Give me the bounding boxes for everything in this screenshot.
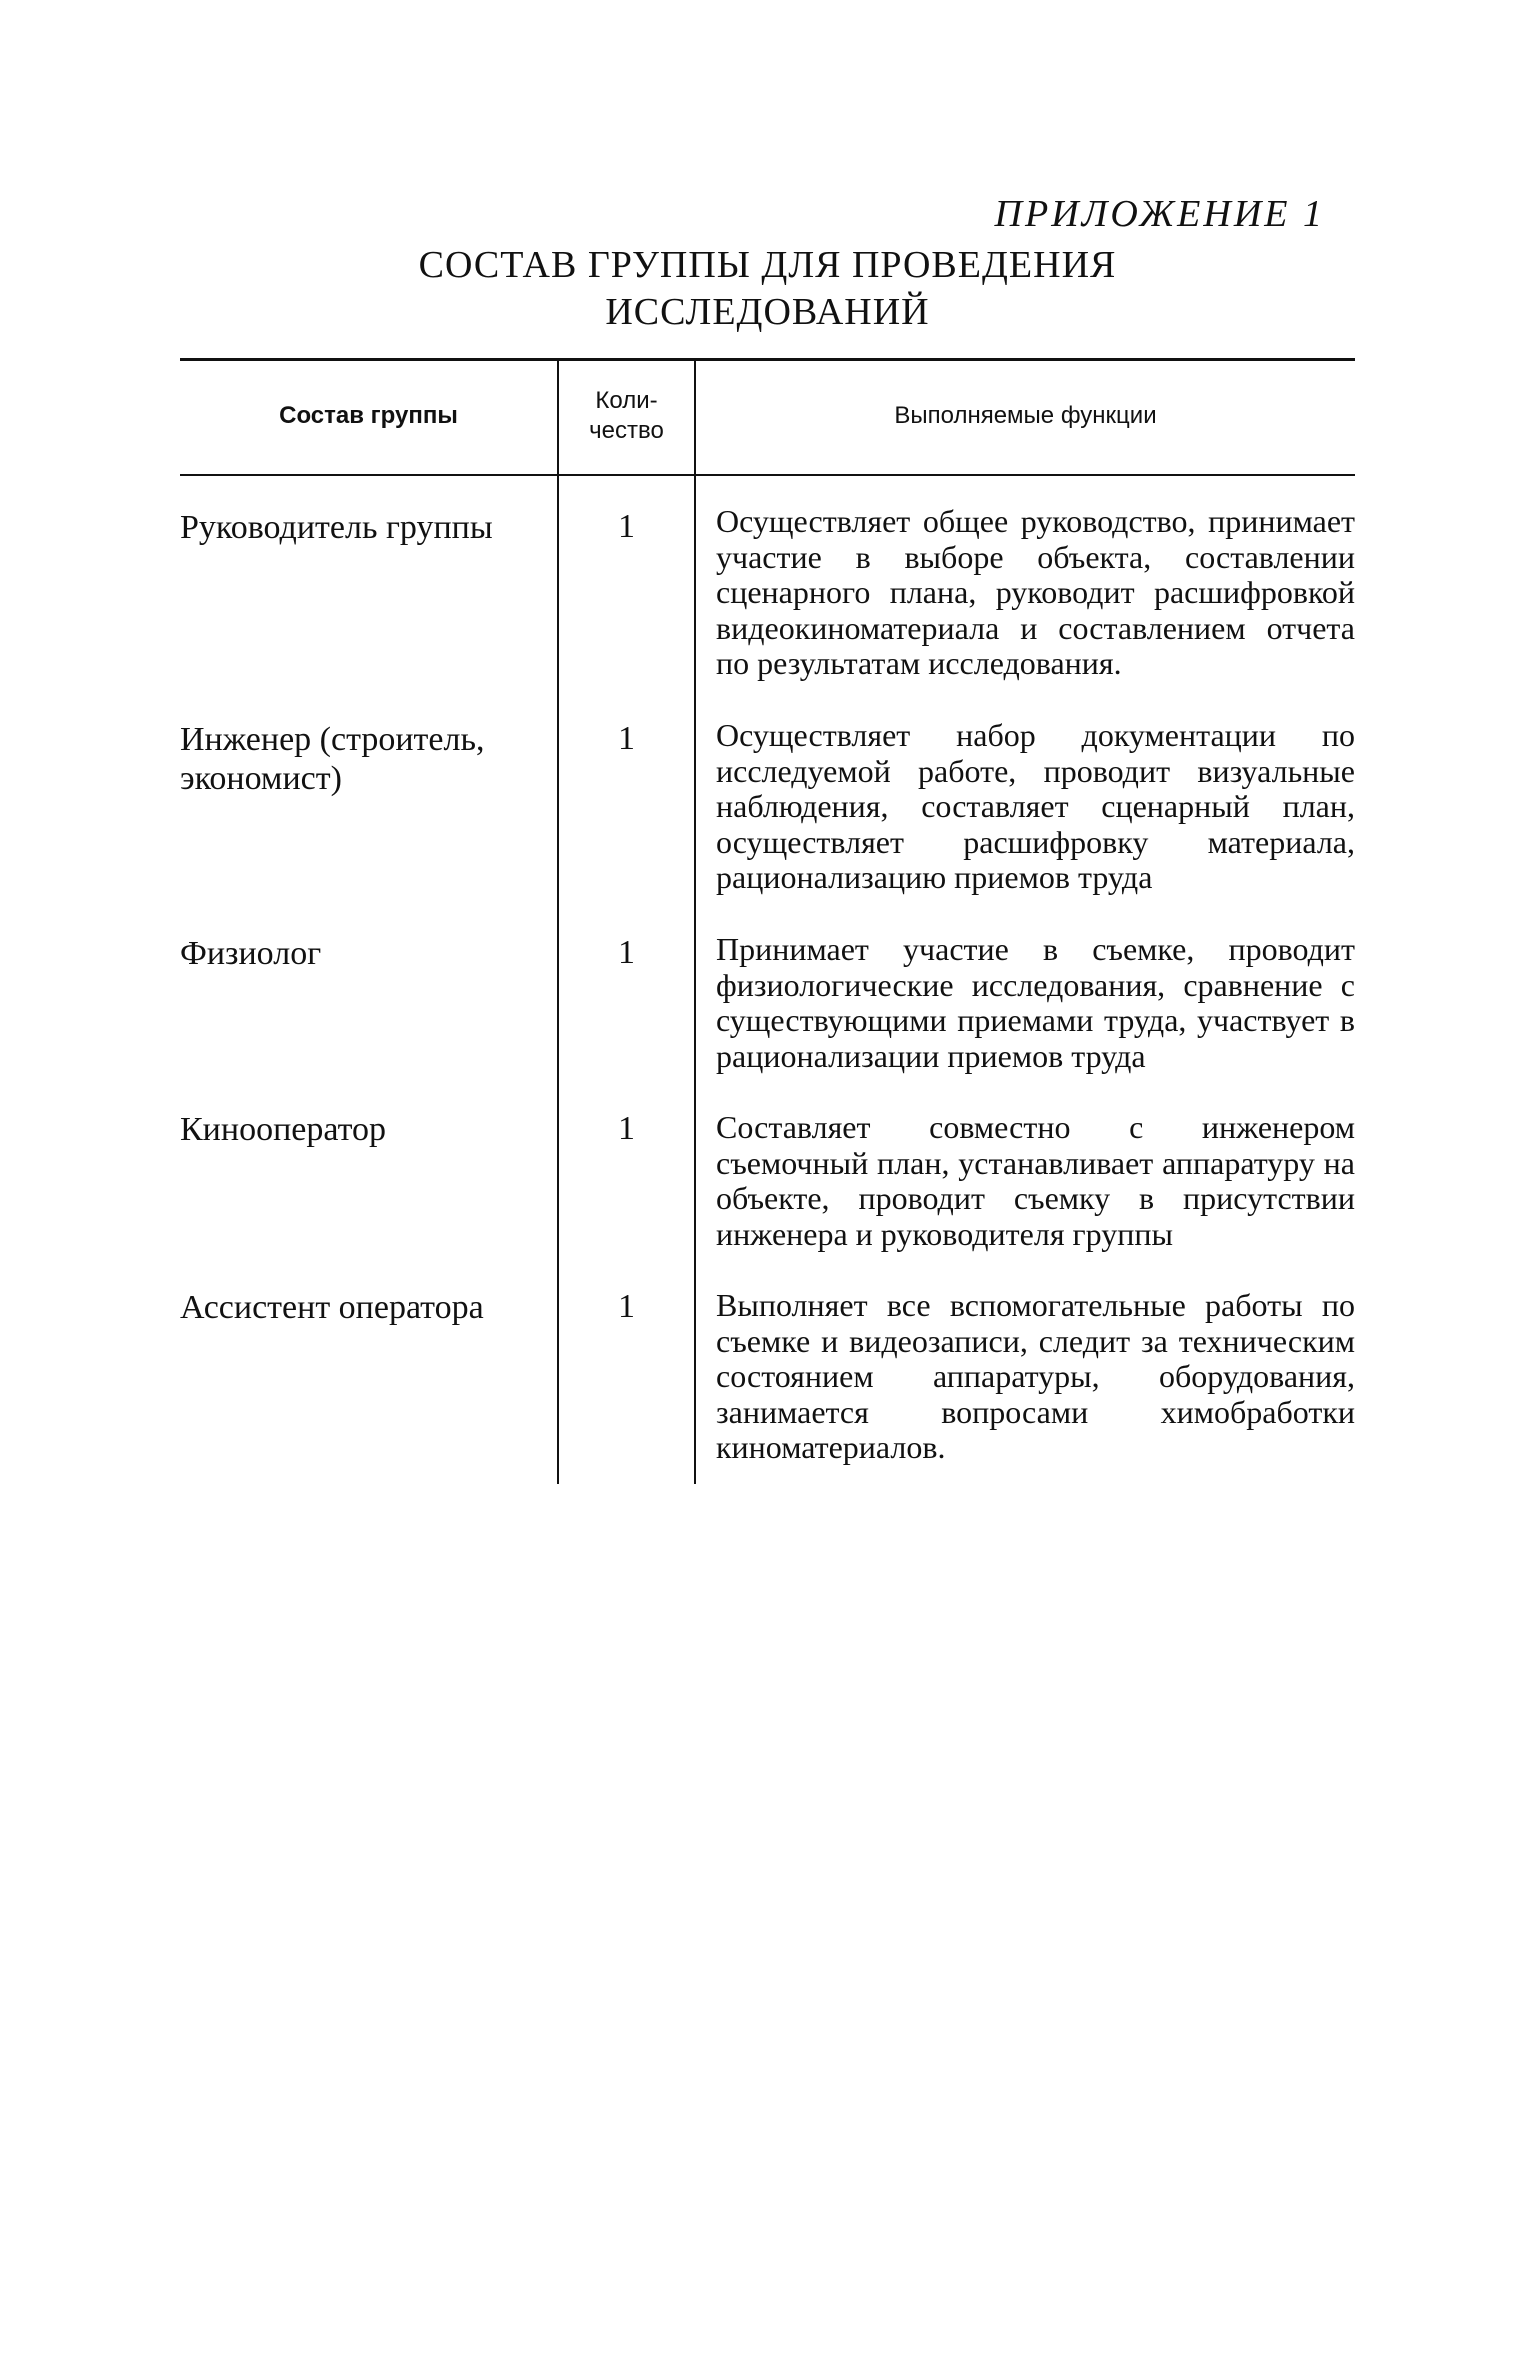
row-4-group: Кинооператор	[180, 1111, 386, 1148]
row-3-quantity: 1	[618, 934, 635, 971]
row-2-quantity: 1	[618, 720, 635, 757]
appendix-label: ПРИЛОЖЕНИЕ 1	[994, 193, 1325, 235]
body-divider-2	[694, 474, 696, 1484]
row-5-functions: Выполняет все вспомогательные работы по съемке и видеозаписи, следит за техническим состоянием аппаратуры, оборудования, занимается вопросами химобработки киноматериалов.	[716, 1287, 1355, 1465]
row-1-group: Руководитель группы	[180, 509, 493, 546]
row-1-quantity: 1	[618, 508, 635, 545]
staff-table	[180, 358, 1355, 1484]
header-group: Состав группы	[279, 402, 458, 429]
row-3-group: Физиолог	[180, 935, 322, 972]
header-bottom-rule	[180, 474, 1355, 476]
header-functions: Выполняемые функции	[894, 402, 1157, 429]
row-1-functions: Осуществляет общее руководство, принимает участие в выборе объекта, составлении сценарного плана, руководит расшифровкой видеокиноматериала и составлением отчета по результатам исследования.	[716, 503, 1355, 681]
header-quantity	[559, 358, 694, 474]
title-line-1: СОСТАВ ГРУППЫ ДЛЯ ПРОВЕДЕНИЯ	[418, 244, 1117, 286]
document-title	[180, 242, 1355, 336]
title-line-2: ИССЛЕДОВАНИЙ	[605, 291, 930, 333]
row-2-group: Инженер (строитель, экономист)	[180, 721, 485, 797]
row-3-functions: Принимает участие в съемке, проводит физиологические исследования, сравнение с существующими приемами труда, участвует в рационализации приемов труда	[716, 931, 1355, 1074]
body-divider-1	[557, 474, 559, 1484]
row-4-functions: Составляет совместно с инженером съемочный план, устанавливает аппаратуру на объекте, проводит съемку в присутствии инженера и руководителя группы	[716, 1109, 1355, 1252]
row-5-group: Ассистент оператора	[180, 1289, 484, 1326]
row-2-functions: Осуществляет набор документации по исследуемой работе, проводит визуальные наблюдения, составляет сценарный план, осуществляет расшифровку материала, рационализацию приемов труда	[716, 717, 1355, 895]
row-4-quantity: 1	[618, 1110, 635, 1147]
header-quantity-line-1: Коли-	[595, 387, 658, 414]
row-5-quantity: 1	[618, 1288, 635, 1325]
header-quantity-line-2: чество	[589, 417, 664, 444]
